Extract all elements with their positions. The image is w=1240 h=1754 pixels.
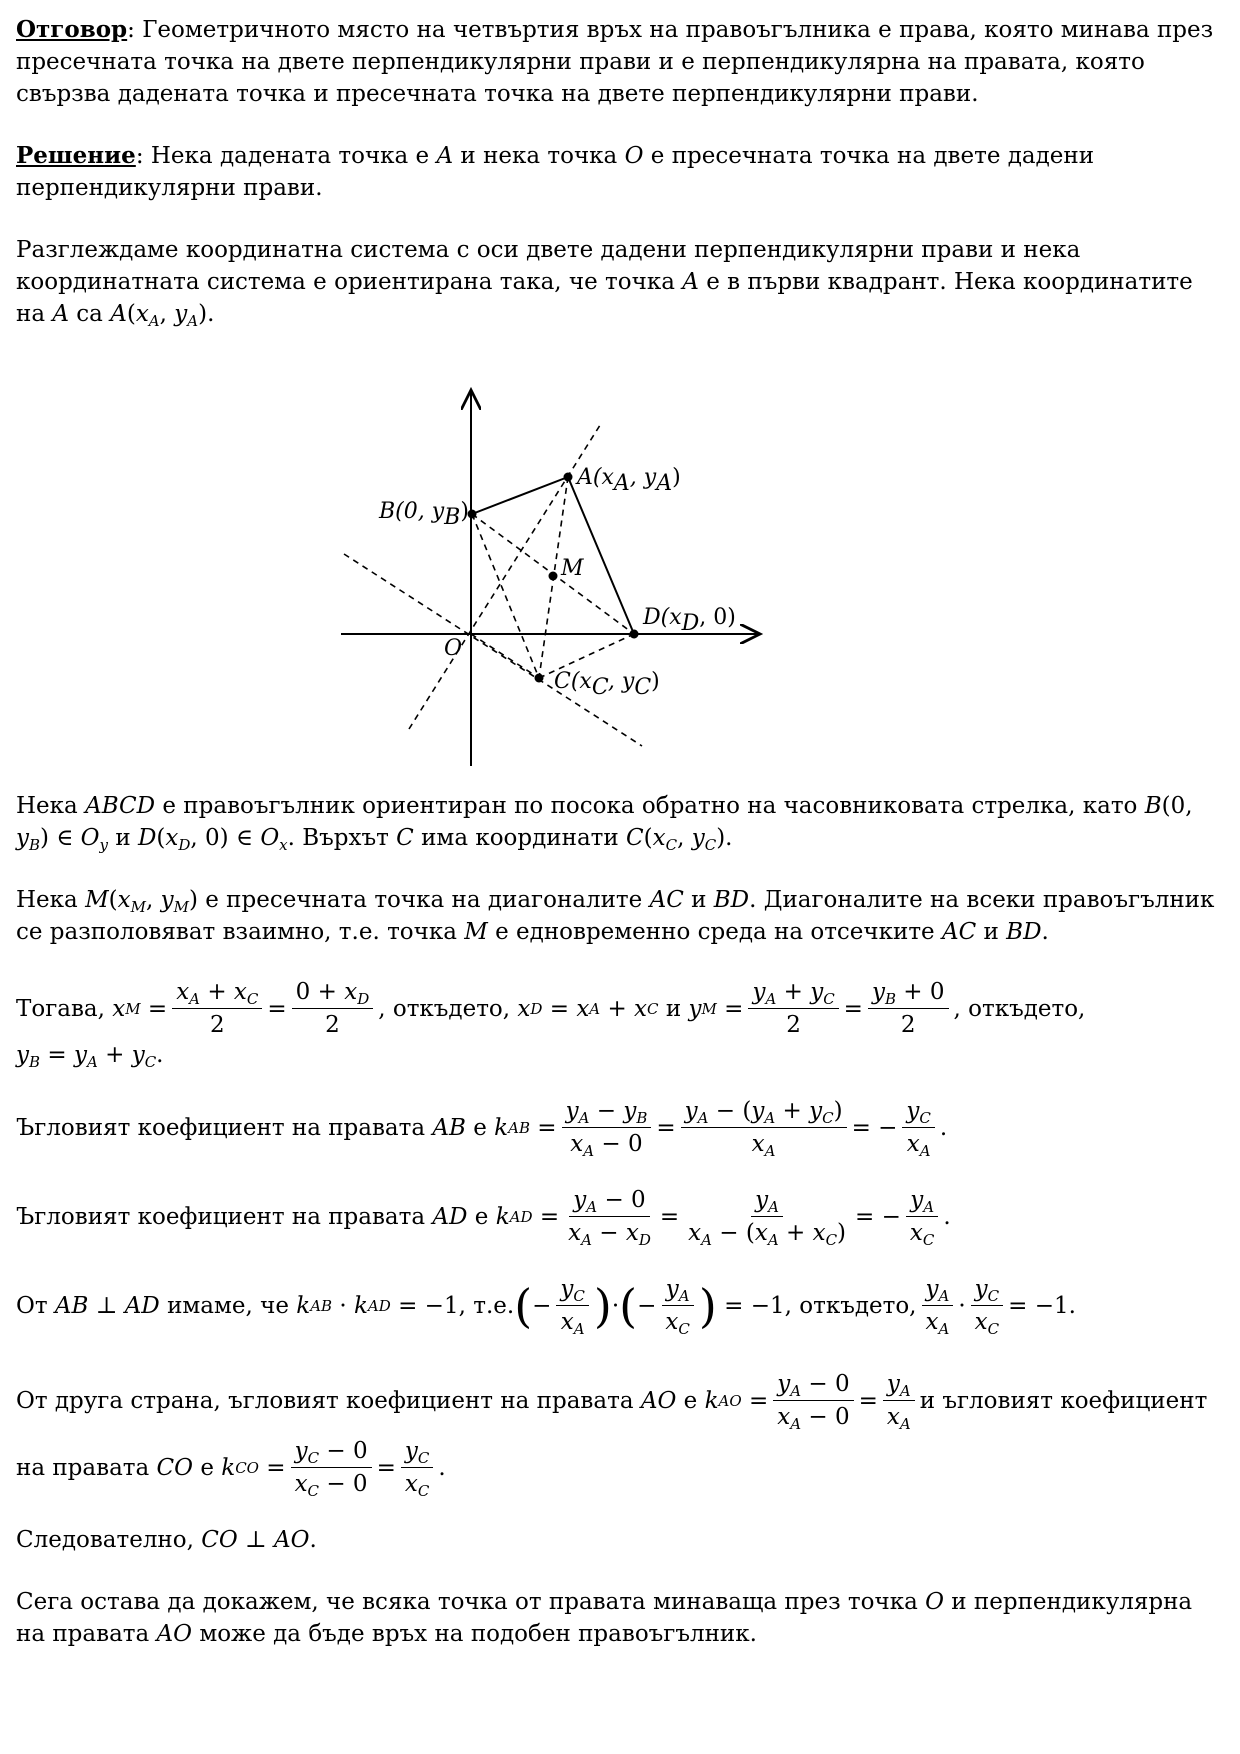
rectangle-paragraph: Нека ABCD е правоъгълник ориентиран по посока обратно на часовниковата стрелка, като B(0, $y_B$) ∈ $O_y$ и $D(x_D$, 0) ∈ $O_x$. Върхът C има координати $C(x_C$, $y_C$). bbox=[16, 793, 1193, 854]
conclusion-paragraph: Следователно, CO ⊥ AO. bbox=[16, 1527, 317, 1553]
label-a: A(xA, yA) bbox=[577, 465, 681, 496]
solid-sides-bad bbox=[472, 477, 634, 634]
line-perpendicular-to-oa bbox=[344, 554, 642, 746]
answer-paragraph bbox=[16, 14, 1228, 110]
perpendicular-equation: От AB ⊥ AD имаме, че k AB · k AD = −1 , т.е. ( − $\frac{y_C}{x_A}$ ) · ( − $\frac{y_A}{x_C}$ ) = −1 , откъдето, $\frac{y_A}{x_A}$ · $\frac{y_C}{x_C}$ = −1. bbox=[16, 1276, 1076, 1338]
eq1-then: Тогава, bbox=[16, 995, 105, 1022]
diag-text-6: и bbox=[983, 919, 999, 945]
rect-text-5: има координати bbox=[421, 825, 619, 851]
other-is: е bbox=[683, 1387, 698, 1414]
final-text-3: може да бъде връх на подобен правоъгълник. bbox=[199, 1621, 757, 1647]
other-text-2: на правата bbox=[16, 1454, 150, 1481]
slope-ad-text: Ъгловият коефициент на правата bbox=[16, 1203, 426, 1230]
eq1-whence: , откъдето, bbox=[378, 995, 511, 1022]
perp-whence: , откъдето, bbox=[784, 1292, 917, 1319]
conclusion-text: Следователно, bbox=[16, 1527, 194, 1553]
label-o: O bbox=[444, 636, 463, 661]
diag-text-5: е едновременно среда на отсечките bbox=[495, 919, 935, 945]
slope-ab-is: е bbox=[473, 1114, 487, 1141]
rect-text-1: Нека bbox=[16, 793, 78, 819]
final-text-1: Сега остава да докажем, че всяка точка от правата минаваща през точка bbox=[16, 1589, 918, 1615]
point-m bbox=[549, 572, 558, 581]
answer-text: : Геометричното място на четвъртия връх на правоъгълника е права, която минава през пресечната точка на двете перпендикулярни прави и е перпендикулярна на правата, която свързва дадената точка и пресечната точка на двете перпендикулярни прави. bbox=[16, 17, 1214, 107]
other-slopes: От друга страна, ъгловият коефициент на правата AO е k AO = $\frac{y_A - 0}{x_A - 0}$ = $\frac{y_A}{x_A}$ и ъгловият коефициент на правата CO е k CO = $\frac{y_C - 0}{x_C - 0}$ = $\frac{y_C}{x_C}$ . bbox=[16, 1371, 1208, 1500]
coords-text-1: Разглеждаме координатна система с оси двете дадени перпендикулярни прави и нека координатната система е ориентирана така, че точка bbox=[16, 237, 1081, 295]
document-page bbox=[16, 14, 1228, 1680]
solution-paragraph: Решение: Нека дадената точка е A и нека точка O е пресечната точка на двете дадени перпендикулярни прави. bbox=[16, 142, 1095, 201]
slope-ab-text: Ъгловият коефициент на правата bbox=[16, 1114, 426, 1141]
eq1-and: и bbox=[665, 995, 682, 1022]
answer-label: Отговор bbox=[16, 16, 128, 43]
rectangle-diagram bbox=[16, 346, 1228, 786]
slope-ad-is: е bbox=[474, 1203, 489, 1230]
rect-text-3: и bbox=[115, 825, 131, 851]
perp-ie: , т.е. bbox=[458, 1292, 515, 1319]
label-m: M bbox=[561, 556, 584, 581]
diagonals-paragraph: Нека $M(x_M$, $y_M$) е пресечната точка на диагоналите AC и BD. Диагоналите на всеки правоъгълник се разполовяват взаимно, т.е. точка M е едновременно среда на отсечките AC и BD. bbox=[16, 887, 1215, 945]
perp-have: имаме, че bbox=[167, 1292, 289, 1319]
solution-text-1: : Нека дадената точка е bbox=[135, 143, 430, 169]
point-a bbox=[564, 473, 573, 482]
slope-ad-equation: Ъгловият коефициент на правата AD е k AD = $\frac{y_A - 0}{x_A - x_D}$ = $\frac{y_A}{x_A - (x_A + x_C)}$ = − $\frac{y_A}{x_C}$ . bbox=[16, 1187, 951, 1249]
solution-label: Решение bbox=[16, 142, 136, 169]
final-text-2: и перпендикулярна на правата bbox=[16, 1589, 1193, 1647]
geometry-figure bbox=[16, 346, 1228, 786]
segment-od bbox=[471, 634, 539, 678]
label-c: C(xC, yC) bbox=[554, 669, 660, 700]
label-b: B(0, yB) bbox=[379, 499, 469, 530]
coords-text-3: са bbox=[76, 301, 103, 327]
eq1-whence-2: , откъдето, bbox=[953, 995, 1086, 1022]
point-d bbox=[630, 630, 639, 639]
label-d: D(xD, 0) bbox=[643, 605, 736, 636]
diag-text-4: . Диагоналите на всеки правоъгълник се разполовяват взаимно, т.е. точка bbox=[16, 887, 1215, 945]
other-and: и ъгловият коефициент bbox=[919, 1387, 1208, 1414]
point-c bbox=[535, 674, 544, 683]
midpoint-equation: Тогава, x M = $\frac{x_A + x_C}{2}$ = $\frac{0 + x_D}{2}$ , откъдето, x D = x A + x C и y M = $\frac{y_A + y_C}{2}$ = $\frac{y_B + 0}{2}$ , откъдето, $y_B = y_A + y_C$. bbox=[16, 979, 1086, 1071]
other-text-1: От друга страна, ъгловият коефициент на правата bbox=[16, 1387, 634, 1414]
rect-text-4: . Върхът bbox=[287, 825, 389, 851]
diag-text-2: е пресечната точка на диагоналите bbox=[205, 887, 643, 913]
coords-paragraph: Разглеждаме координатна система с оси двете дадени перпендикулярни прави и нека координатната система е ориентирана така, че точка A е в първи квадрант. Нека координатите на A са $A(x_A$, $y_A$). bbox=[16, 237, 1193, 330]
final-paragraph: Сега остава да докажем, че всяка точка от правата минаваща през точка O и перпендикулярна на правата AO може да бъде връх на подобен правоъгълник. bbox=[16, 1589, 1193, 1647]
coords-text-2: е в първи квадрант. Нека координатите на bbox=[16, 269, 1193, 327]
perp-from: От bbox=[16, 1292, 48, 1319]
solution-text-3: е пресечната точка на двете дадени перпендикулярни прави. bbox=[16, 143, 1095, 201]
solution-text-2: и нека точка bbox=[460, 143, 618, 169]
diag-text-3: и bbox=[691, 887, 707, 913]
rect-text-2: е правоъгълник ориентиран по посока обратно на часовниковата стрелка, като bbox=[162, 793, 1138, 819]
slope-ab-equation: Ъгловият коефициент на правата AB е k AB = $\frac{y_A - y_B}{x_A - 0}$ = $\frac{y_A - (y_A + y_C)}{x_A}$ = − $\frac{y_C}{x_A}$ . bbox=[16, 1098, 948, 1160]
diag-text-1: Нека bbox=[16, 887, 78, 913]
